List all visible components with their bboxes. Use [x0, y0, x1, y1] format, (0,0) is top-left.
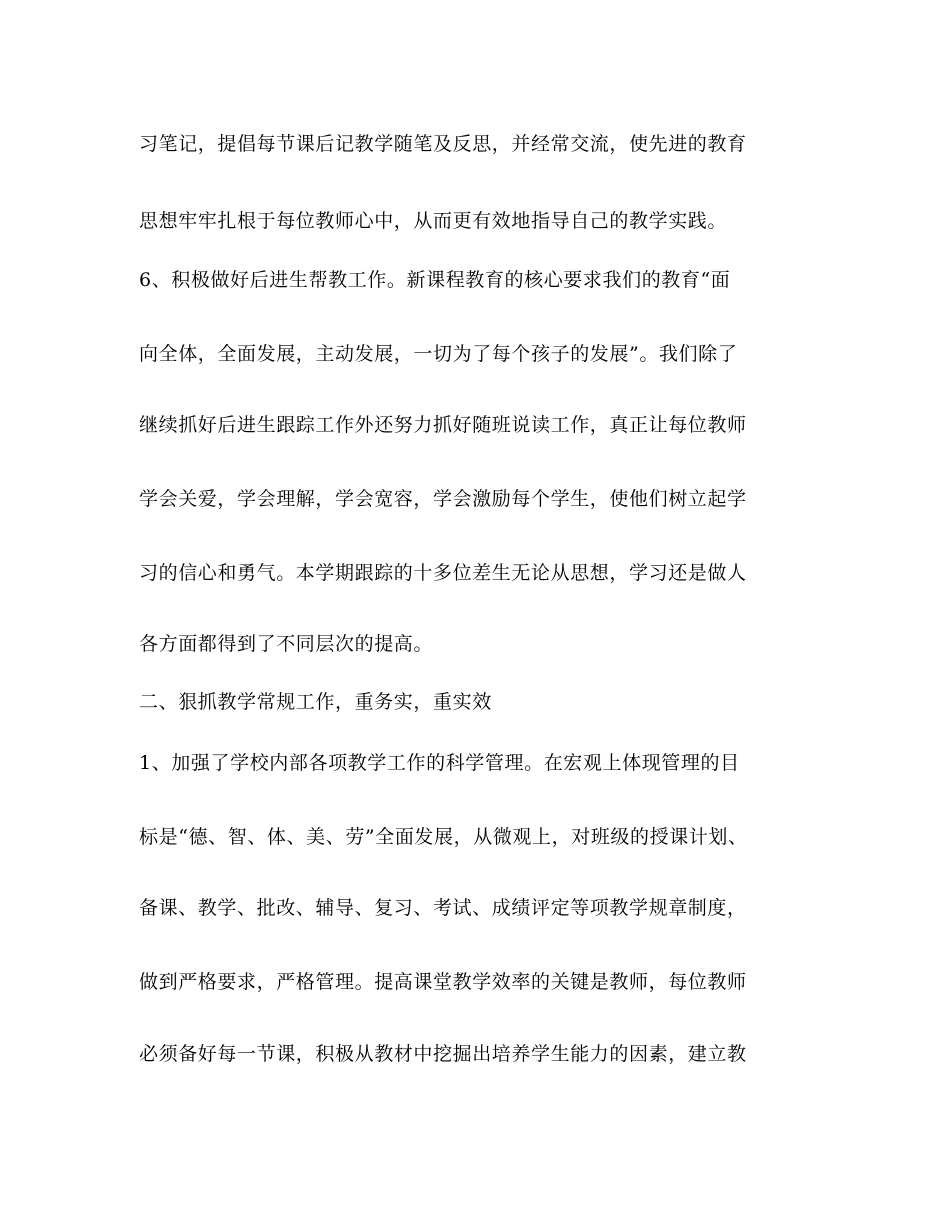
text-line: 学会关爱，学会理解，学会宽容，学会激励每个学生，使他们树立起学: [139, 488, 747, 510]
text-line: 6、积极做好后进生帮教工作。新课程教育的核心要求我们的教育“面: [139, 269, 731, 291]
text-line: 备课、教学、批改、辅导、复习、考试、成绩评定等项教学规章制度，: [139, 897, 747, 919]
text-line: 思想牢牢扎根于每位教师心中，从而更有效地指导自己的教学实践。: [139, 210, 728, 232]
text-line: 向全体，全面发展，主动发展，一切为了每个孩子的发展”。我们除了: [139, 343, 738, 365]
text-line: 做到严格要求，严格管理。提高课堂教学效率的关键是教师，每位教师: [139, 971, 747, 993]
text-line: 必须备好每一节课，积极从教材中挖掘出培养学生能力的因素，建立教: [139, 1043, 747, 1065]
section-heading: 二、狠抓教学常规工作，重务实，重实效: [139, 691, 492, 713]
text-line: 习笔记，提倡每节课后记教学随笔及反思，并经常交流，使先进的教育: [139, 133, 747, 155]
text-line: 标是“德、智、体、美、劳”全面发展，从微观上，对班级的授课计划、: [139, 826, 748, 848]
text-line: 继续抓好后进生跟踪工作外还努力抓好随班说读工作，真正让每位教师: [139, 414, 747, 436]
text-line: 习的信心和勇气。本学期跟踪的十多位差生无论从思想，学习还是做人: [139, 562, 747, 584]
text-line: 各方面都得到了不同层次的提高。: [139, 633, 434, 655]
text-line: 1、加强了学校内部各项教学工作的科学管理。在宏观上体现管理的目: [139, 752, 740, 774]
